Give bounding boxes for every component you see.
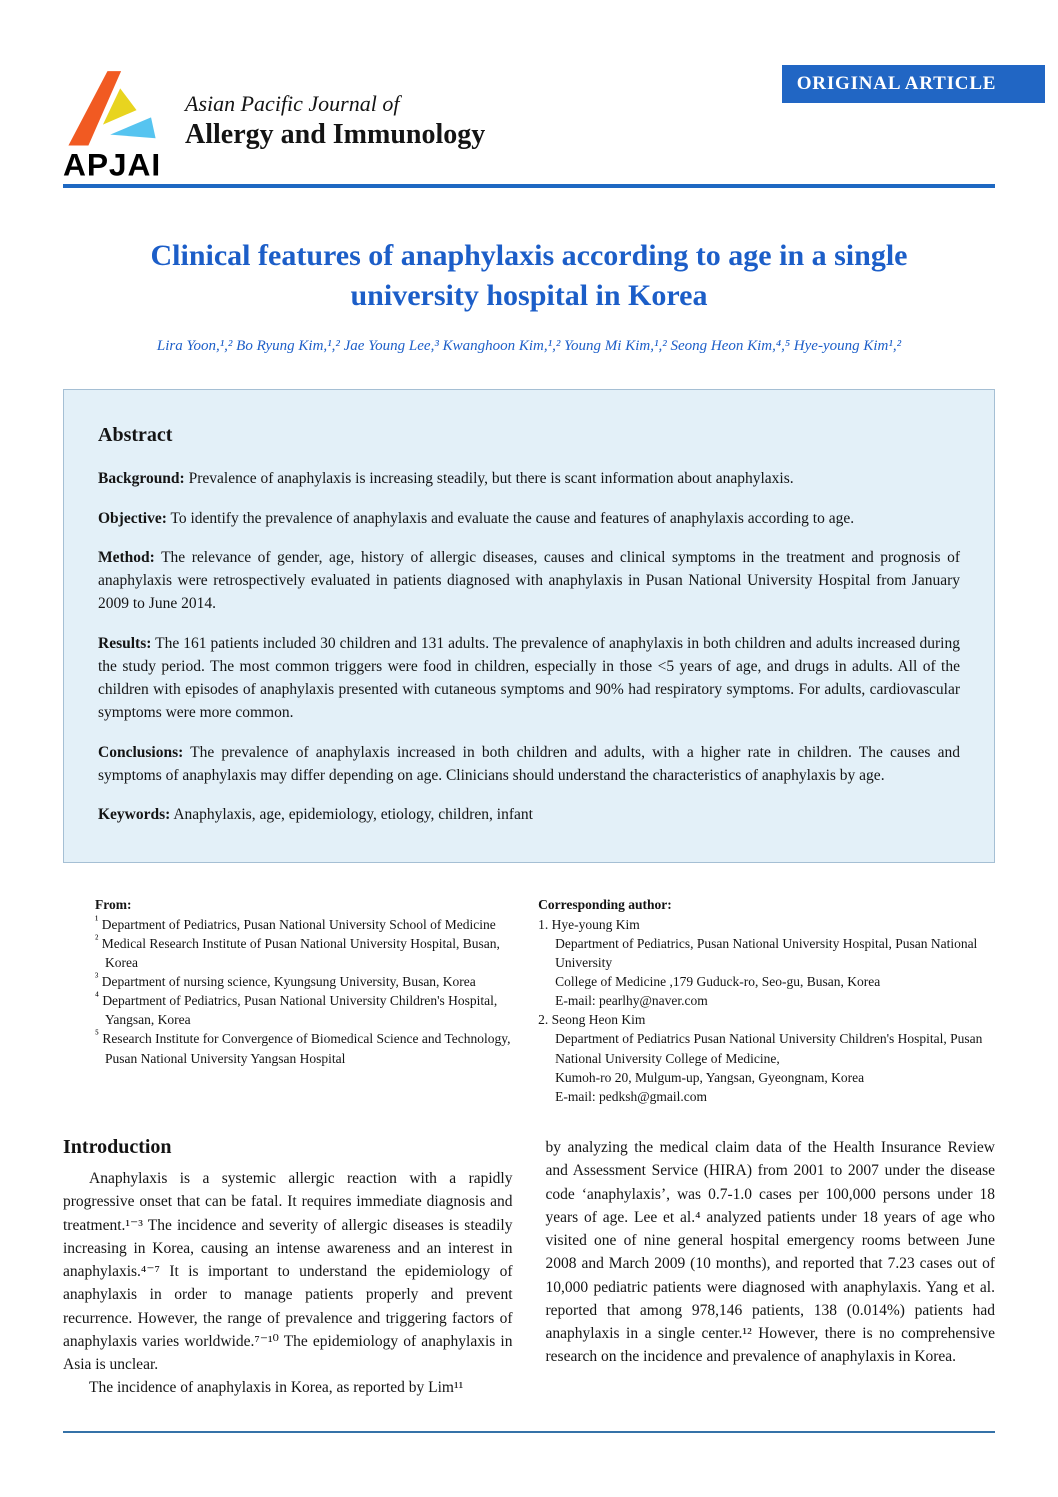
affiliation-item (95, 972, 512, 991)
introduction-right-column (546, 1136, 996, 1400)
intro-paragraph: Anaphylaxis is a systemic allergic reaction with a rapidly progressive onset that can be fatal. It requires immediate diagnosis and treatment.¹⁻³ The incidence and severity of allergic diseases is steadily increasing in Korea, causing an intense awareness and an interest in anaphylaxis.⁴⁻⁷ It is important to understand the epidemiology of anaphylaxis in order to manage patients properly and prevent recurrence. However, the range of prevalence and triggering factors of anaphylaxis varies worldwide.⁷⁻¹⁰ The epidemiology of anaphylaxis in Asia is unclear. (63, 1170, 513, 1374)
section-text: Anaphylaxis, age, epidemiology, etiology, children, infant (173, 806, 533, 824)
affiliation-text: Department of nursing science, Kyungsung University, Busan, Korea (101, 974, 476, 989)
corresponding-block (538, 895, 995, 1106)
affiliation-text: Department of Pediatrics, Pusan National University Children's Hospital, Yangsan, Korea (102, 993, 498, 1028)
affiliation-text: Research Institute for Convergence of Biomedical Science and Technology, Pusan National University Yangsan Hospital (102, 1031, 511, 1066)
section-label: Method: (98, 548, 155, 566)
introduction-section (63, 1136, 995, 1400)
affiliation-text: Department of Pediatrics, Pusan National University School of Medicine (101, 916, 496, 932)
apjai-logo (63, 62, 181, 180)
article-title-line2: university hospital in Korea (350, 279, 708, 313)
corresponding-name (538, 915, 995, 934)
abstract-heading: Abstract (98, 424, 173, 447)
corresponding-name-text: Seong Heon Kim (551, 1012, 646, 1028)
section-label: Keywords: (98, 806, 171, 824)
original-article-badge: ORIGINAL ARTICLE (782, 65, 1045, 103)
corresponding-number: 1. (538, 916, 549, 932)
footer-rule (63, 1431, 995, 1433)
affiliation-item (95, 915, 512, 934)
corresponding-heading: Corresponding author: (538, 897, 672, 913)
meta-section (63, 895, 995, 1106)
intro-paragraph: by analyzing the medical claim data of the Health Insurance Review and Assessment Service (HIRA) from 2001 to 2007 under the disease code ‘anaphylaxis’, was 0.7-1.0 cases per 100,000 persons under 18 years of age. Lee et al.⁴ analyzed patients under 18 years of age who visited one of nine general hospital emergency rooms between June 2008 and March 2009 (10 months), and reported that 7.23 cases out of 10,000 pediatric patients were diagnosed with anaphylaxis. Yang et al. reported that among 978,146 patients, 138 (0.014%) patients had anaphylaxis in a single center.¹² However, there is no comprehensive research on the incidence and prevalence of anaphylaxis in Korea. (545, 1139, 995, 1366)
abstract-results (98, 632, 960, 725)
affiliation-number: ² (95, 933, 99, 946)
article-title-line1: Clinical features of anaphylaxis according to age in a single (150, 239, 908, 272)
article-title (63, 236, 995, 316)
logo-wordmark: APJAI (63, 146, 162, 180)
abstract-keywords (98, 803, 960, 826)
introduction-heading: Introduction (63, 1136, 172, 1159)
article-authors: Lira Yoon,¹,² Bo Ryung Kim,¹,² Jae Young Lee,³ Kwanghoon Kim,¹,² Young Mi Kim,¹,² Seong Heon Kim,⁴,⁵ Hye-young Kim¹,² (156, 338, 902, 355)
section-text: To identify the prevalence of anaphylaxis and evaluate the cause and features of anaphylaxis according to age. (170, 509, 855, 527)
corresponding-address-line: College of Medicine ,179 Guduck-ro, Seo-gu, Busan, Korea (555, 974, 881, 989)
section-text: Prevalence of anaphylaxis is increasing steadily, but there is scant information about anaphylaxis. (188, 470, 794, 488)
corresponding-email: E-mail: pearlhy@naver.com (555, 993, 708, 1009)
apjai-logo-icon (63, 62, 181, 180)
corresponding-name (538, 1010, 995, 1029)
section-text: The prevalence of anaphylaxis increased in both children and adults, with a higher rate in children. The causes and symptoms of anaphylaxis may differ depending on age. Clinicians should understand the characteristics of anaphylaxis by age. (98, 743, 960, 784)
abstract-conclusions (98, 741, 960, 788)
affiliation-text: Medical Research Institute of Pusan National University Hospital, Busan, Korea (101, 935, 500, 970)
corresponding-address-line: Kumoh-ro 20, Mulgum-up, Yangsan, Gyeongnam, Korea (555, 1069, 865, 1085)
section-label: Conclusions: (98, 743, 184, 761)
corresponding-address-line: Department of Pediatrics Pusan National University Children's Hospital, Pusan National University College of Medicine, (555, 1031, 983, 1066)
journal-name-bottom: Allergy and Immunology (185, 119, 486, 151)
affiliation-number: ⁵ (95, 1028, 99, 1041)
affiliation-number: ³ (95, 971, 99, 984)
masthead (63, 62, 995, 180)
journal-name-top: Asian Pacific Journal of (185, 91, 400, 116)
abstract-method (98, 546, 960, 616)
abstract-panel (63, 389, 995, 863)
affiliation-item (95, 991, 512, 1029)
affiliation-number: ⁴ (95, 990, 99, 1003)
affiliation-number: ¹ (95, 914, 99, 927)
corresponding-name-text: Hye-young Kim (551, 916, 640, 932)
affiliation-item (95, 934, 512, 972)
section-text: The 161 patients included 30 children and 131 adults. The prevalence of anaphylaxis in both children and adults increased during the study period. The most common triggers were food in children, especially in those <5 years of age, and drugs in adults. All of the children with episodes of anaphylaxis presented with cutaneous symptoms and 90% had respiratory symptoms. For adults, cardiovascular symptoms were more common. (98, 634, 960, 722)
abstract-background (98, 467, 960, 490)
logo-blue-triangle-icon (110, 117, 155, 138)
introduction-left-column (63, 1136, 513, 1400)
from-block (63, 895, 512, 1106)
corresponding-item (538, 1010, 995, 1106)
affiliation-item (95, 1029, 512, 1067)
intro-paragraph: The incidence of anaphylaxis in Korea, as reported by Lim¹¹ (89, 1379, 464, 1397)
from-heading: From: (95, 897, 132, 913)
section-label: Objective: (98, 509, 167, 527)
header-rule (63, 184, 995, 188)
corresponding-number: 2. (538, 1012, 549, 1028)
journal-name (185, 92, 485, 151)
section-label: Results: (98, 634, 152, 652)
abstract-objective (98, 507, 960, 530)
corresponding-item (538, 915, 995, 1011)
corresponding-address-line: Department of Pediatrics, Pusan National University Hospital, Pusan National University (555, 935, 978, 970)
section-label: Background: (98, 470, 185, 488)
corresponding-email: E-mail: pedksh@gmail.com (555, 1088, 708, 1104)
section-text: The relevance of gender, age, history of allergic diseases, causes and clinical symptoms in the treatment and prognosis of anaphylaxis were retrospectively evaluated in patients diagnosed with anaphylaxis in Pusan National University Hospital from January 2009 to June 2014. (98, 548, 960, 613)
